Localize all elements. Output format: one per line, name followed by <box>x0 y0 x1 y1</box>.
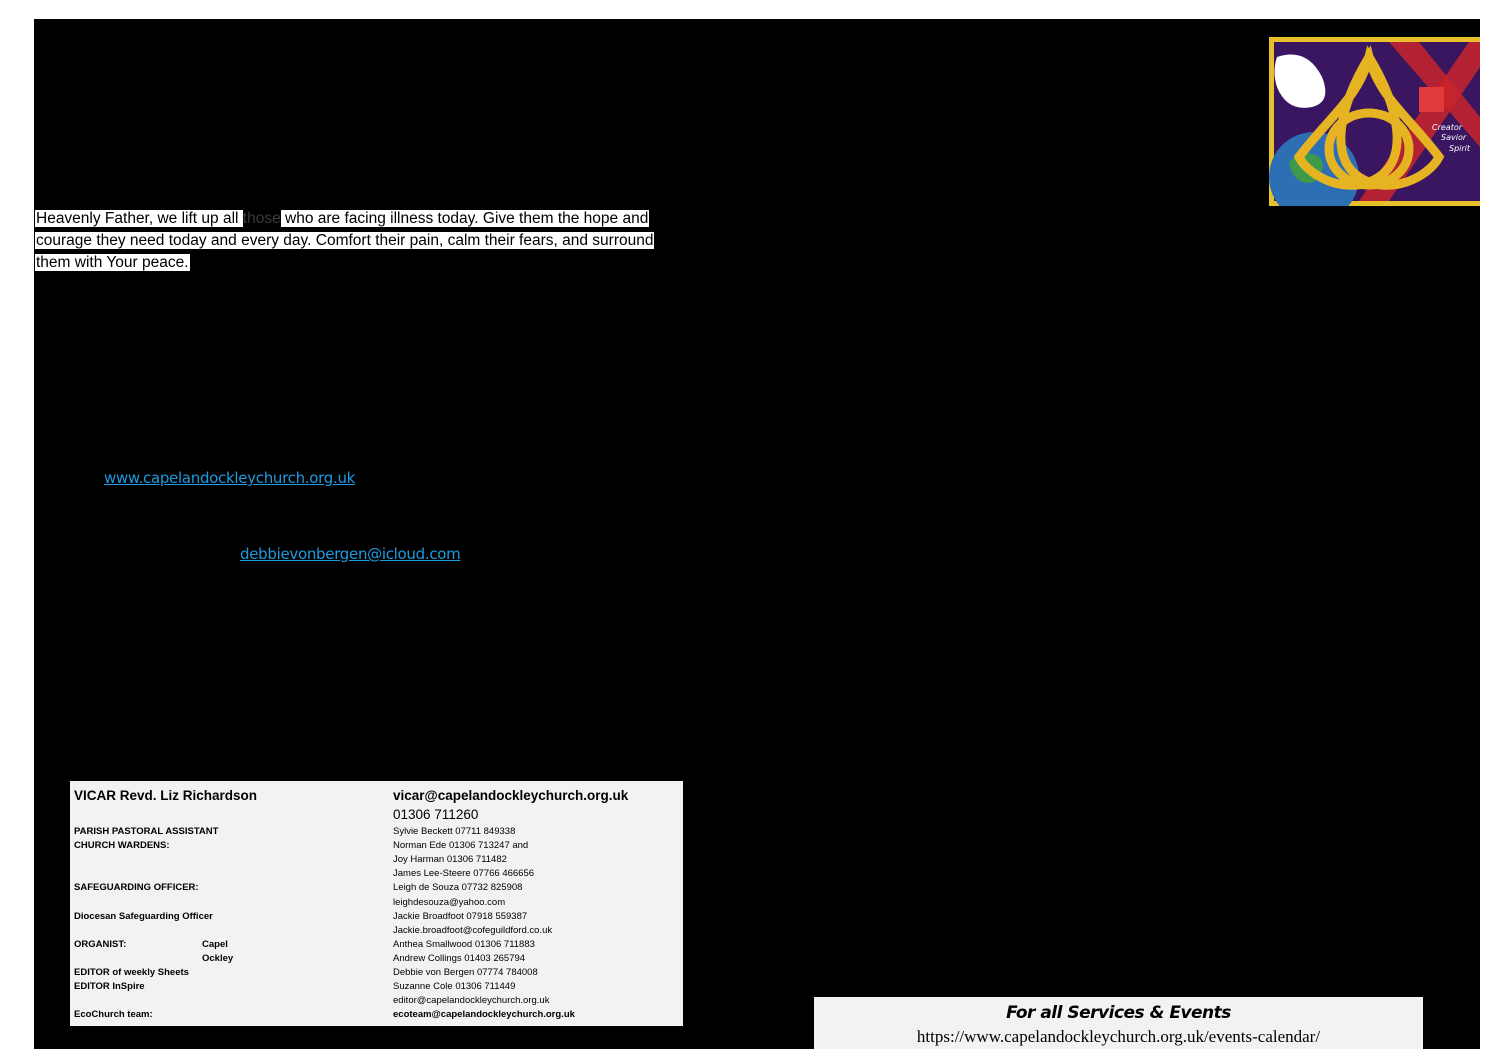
contact-value: Leigh de Souza 07732 825908 <box>393 882 523 894</box>
contact-value: Sylvie Beckett 07711 849338 <box>393 826 516 837</box>
contact-value[interactable]: Jackie.broadfoot@cofeguildford.co.uk <box>393 924 553 936</box>
contact-label: ORGANIST: <box>74 938 127 950</box>
contact-label: SAFEGUARDING OFFICER: <box>74 882 199 894</box>
emblem-text-creator: Creator <box>1432 123 1463 132</box>
emblem-text-spirit: Spirit <box>1449 144 1471 153</box>
contact-value[interactable]: leighdesouza@yahoo.com <box>393 896 506 908</box>
events-title: For all Services & Events <box>1006 1003 1231 1023</box>
contact-value[interactable]: editor@capelandockleychurch.org.uk <box>393 995 550 1007</box>
prayer-line-1: Heavenly Father, we lift up all those who are facing illness today. Give them the hope and <box>36 210 649 227</box>
prayer-line-3: them with Your peace. <box>36 254 189 271</box>
contact-label: EDITOR InSpire <box>74 981 145 993</box>
contact-value[interactable]: ecoteam@capelandockleychurch.org.uk <box>393 1009 575 1021</box>
events-banner <box>814 997 1423 1049</box>
email-link[interactable]: debbievonbergen@icloud.com <box>240 545 461 563</box>
contact-label: EDITOR of weekly Sheets <box>74 967 189 978</box>
contact-value: Joy Harman 01306 711482 <box>393 854 507 866</box>
contact-sublabel: Ockley <box>202 952 234 964</box>
events-url[interactable]: https://www.capelandockleychurch.org.uk/events-calendar/ <box>916 1027 1321 1046</box>
contacts-table <box>70 781 683 1026</box>
contact-value: Anthea Smallwood 01306 711883 <box>393 938 535 950</box>
highlighted-word: those <box>242 210 281 227</box>
trinity-emblem <box>1269 37 1480 206</box>
website-link[interactable]: www.capelandockleychurch.org.uk <box>104 469 356 487</box>
contact-value: Suzanne Cole 01306 711449 <box>393 981 516 993</box>
contact-value: James Lee-Steere 07766 466656 <box>393 868 535 880</box>
contact-value: Debbie von Bergen 07774 784008 <box>393 967 538 978</box>
contact-value: Andrew Collings 01403 265794 <box>393 952 526 964</box>
prayer-text <box>35 208 695 274</box>
vicar-email[interactable]: vicar@capelandockleychurch.org.uk <box>393 788 629 803</box>
vicar-phone: 01306 711260 <box>393 807 479 822</box>
contact-label: CHURCH WARDENS: <box>74 840 170 852</box>
contact-label: EcoChurch team: <box>74 1009 153 1021</box>
bulletin-page <box>34 19 1480 1049</box>
prayer-line-2: courage they need today and every day. Comfort their pain, calm their fears, and surround <box>36 232 654 249</box>
vicar-label: VICAR Revd. Liz Richardson <box>74 788 258 803</box>
contact-label: Diocesan Safeguarding Officer <box>74 910 213 922</box>
contact-value: Norman Ede 01306 713247 and <box>393 840 529 852</box>
contact-label: PARISH PASTORAL ASSISTANT <box>74 826 219 837</box>
contact-value: Jackie Broadfoot 07918 559387 <box>393 910 528 922</box>
emblem-text-savior: Savior <box>1441 133 1467 142</box>
contact-sublabel: Capel <box>202 938 228 950</box>
